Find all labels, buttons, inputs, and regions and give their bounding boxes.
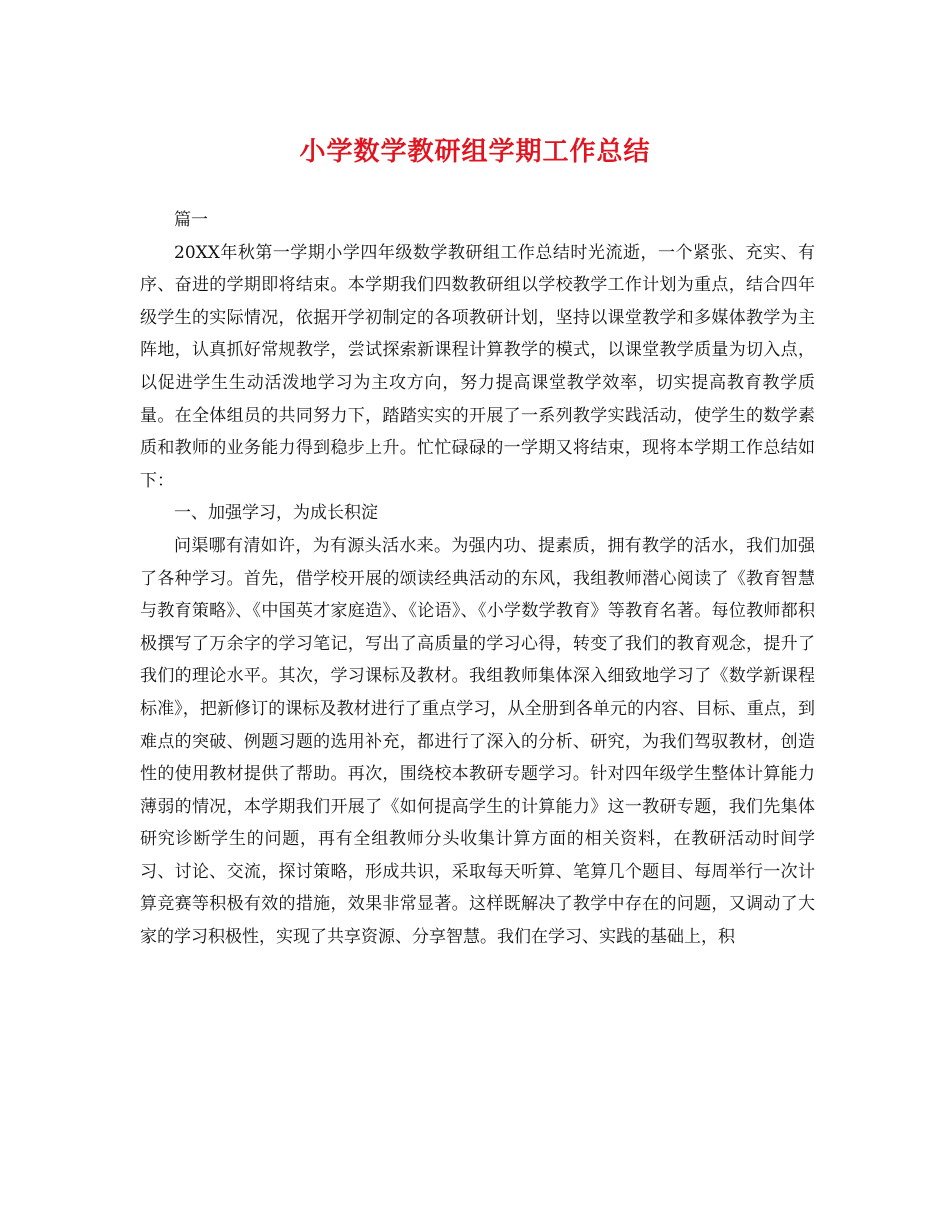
paragraph-heading-1: 一、加强学习，为成长积淀 — [174, 503, 378, 524]
paragraph-study: 问渠哪有清如许，为有源头活水来。为强内功、提素质，拥有教学的活水，我们加强了各种学习。首先，借学校开展的颂读经典活动的东风，我组教师潜心阅读了《教育智慧与教育策略》、《中国英才家庭造》、《论语》、《小学数学教育》等教育名著。每位教师都积极撰写了万余字的学习笔记，写出了高质量的学习心得，转变了我们的教育观念，提升了我们的理论水平。其次，学习课标及教材。我组教师集体深入细致地学习了《数学新课程标准》，把新修订的课标及教材进行了重点学习，从全册到各单元的内容、目标、重点，到难点的突破、例题习题的选用补充，都进行了深入的分析、研究，为我们驾驭教材，创造性的使用教材提供了帮助。再次，围绕校本教研专题学习。针对四年级学生整体计算能力薄弱的情况，本学期我们开展了《如何提高学生的计算能力》这一教研专题，我们先集体研究诊断学生的问题，再有全组教师分头收集计算方面的相关资料，在教研活动时间学习、讨论、交流，探讨策略，形成共识，采取每天听算、笔算几个题目、每周举行一次计算竞赛等积极有效的措施，效果非常显著。这样既解决了教学中存在的问题，又调动了大家的学习积极性，实现了共享资源、分享智慧。我们在学习、实践的基础上，积 — [140, 535, 815, 948]
paragraph-intro: 20XX年秋第一学期小学四年级数学教研组工作总结时光流逝，一个紧张、充实、有序、奋进的学期即将结束。本学期我们四数教研组以学校教学工作计划为重点，结合四年级学生的实际情况，依据开学初制定的各项教研计划，坚持以课堂教学和多媒体教学为主阵地，认真抓好常规教学，尝试探索新课程计算教学的模式，以课堂教学质量为切入点，以促进学生生动活泼地学习为主攻方向，努力提高课堂教学效率，切实提高教育教学质量。在全体组员的共同努力下，踏踏实实的开展了一系列教学实践活动，使学生的数学素质和教师的业务能力得到稳步上升。忙忙碌碌的一学期又将结束，现将本学期工作总结如下： — [140, 242, 815, 491]
document-title: 小学数学教研组学期工作总结 — [299, 137, 651, 167]
paragraph-section-label: 篇一 — [174, 210, 208, 230]
document-body — [140, 204, 815, 954]
